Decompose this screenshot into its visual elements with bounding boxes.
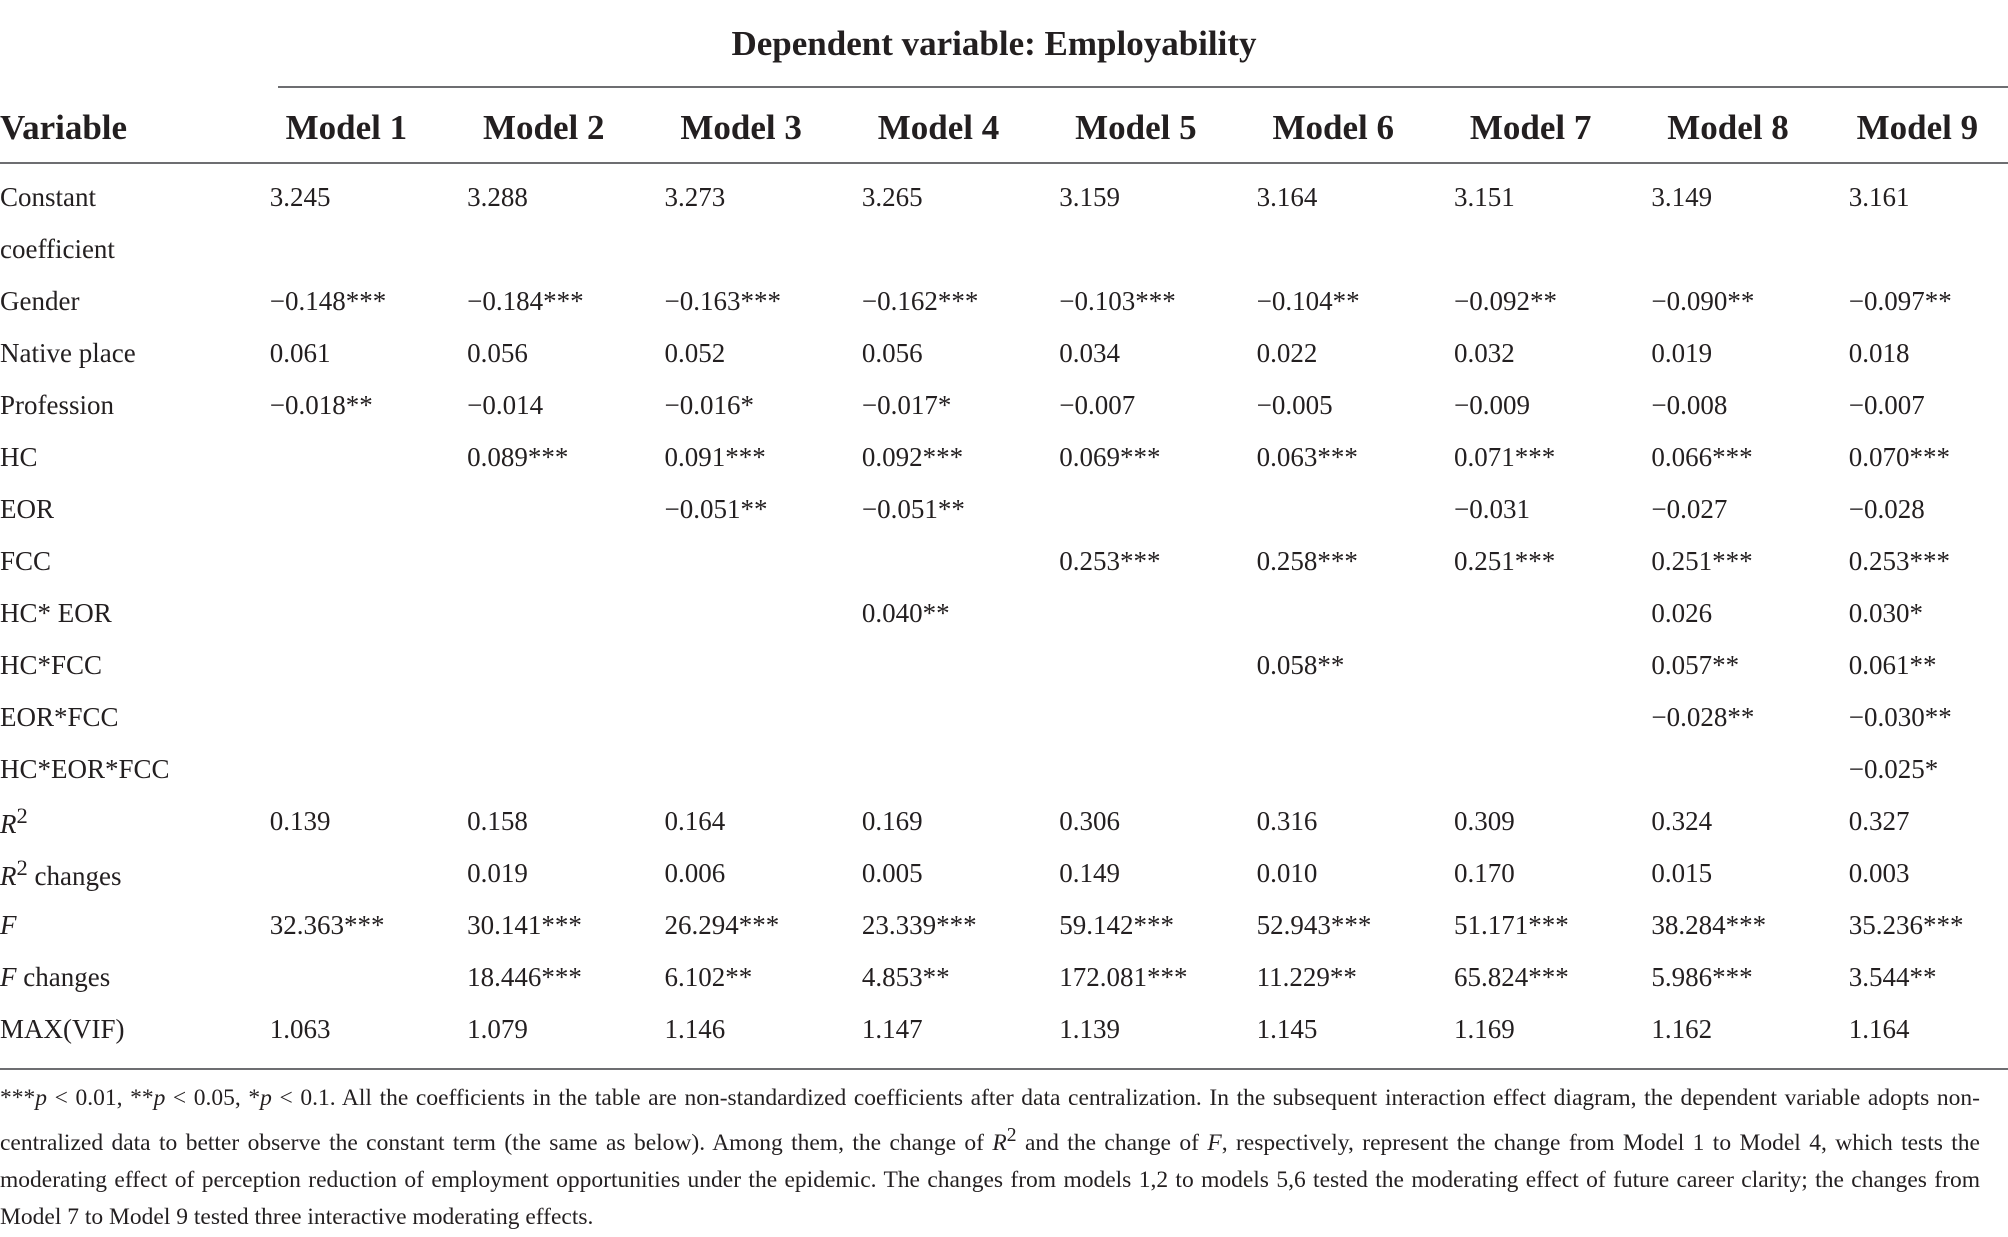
note-p-symbol: p — [153, 1085, 166, 1111]
cell-model-5: 0.306 — [1059, 805, 1120, 836]
table-row — [0, 431, 2008, 483]
cell-model-3: 6.102** — [664, 961, 753, 992]
column-header-model-6: Model 6 — [1272, 108, 1395, 147]
cell-model-8: −0.090** — [1651, 285, 1755, 316]
column-header-model-7: Model 7 — [1469, 108, 1592, 147]
cell-model-3: 0.052 — [664, 337, 726, 368]
cell-model-6: 3.164 — [1256, 181, 1318, 212]
regression-table — [0, 95, 2008, 1055]
cell-model-4: 3.265 — [861, 181, 923, 212]
cell-model-8: 1.162 — [1651, 1013, 1713, 1044]
note-r-symbol: R — [992, 1129, 1007, 1156]
cell-model-4: 1.147 — [861, 1013, 923, 1044]
cell-model-1 — [248, 535, 445, 587]
cell-model-9: 0.070*** — [1848, 441, 1950, 472]
cell-model-6: 0.010 — [1256, 857, 1318, 888]
note-f-symbol: F — [1207, 1129, 1222, 1156]
cell-model-2: 18.446*** — [467, 961, 582, 992]
cell-model-6 — [1235, 483, 1432, 535]
cell-model-7: −0.031 — [1453, 493, 1530, 524]
cell-model-6: 1.145 — [1256, 1013, 1318, 1044]
cell-model-7: 0.032 — [1453, 337, 1515, 368]
table-row — [0, 379, 2008, 431]
cell-model-5: 0.034 — [1059, 337, 1120, 368]
cell-model-5: 0.253*** — [1059, 545, 1161, 576]
cell-model-5 — [1037, 587, 1234, 639]
cell-model-3 — [642, 743, 839, 795]
cell-model-5 — [1037, 743, 1234, 795]
cell-model-2: 3.288 — [467, 181, 528, 212]
cell-model-5: −0.007 — [1059, 389, 1136, 420]
cell-model-8: 38.284*** — [1651, 909, 1767, 940]
cell-model-4 — [840, 743, 1037, 795]
cell-model-6: −0.005 — [1256, 389, 1333, 420]
cell-model-4 — [840, 691, 1037, 743]
table-row — [0, 223, 2008, 275]
table-row — [0, 1003, 2008, 1055]
table-row — [0, 899, 2008, 951]
cell-model-4 — [840, 223, 1037, 275]
row-label: HC — [0, 441, 38, 472]
cell-model-7: 3.151 — [1453, 181, 1515, 212]
cell-model-3: −0.163*** — [664, 285, 781, 316]
cell-model-9: 0.003 — [1848, 857, 1910, 888]
cell-model-9: −0.007 — [1848, 389, 1925, 420]
bottom-rule — [0, 1068, 2008, 1070]
row-label-rest: changes — [16, 961, 111, 992]
cell-model-1 — [248, 691, 445, 743]
cell-model-2 — [445, 223, 642, 275]
cell-model-1 — [248, 587, 445, 639]
row-label: Constant — [0, 181, 97, 212]
cell-model-6: 11.229** — [1256, 961, 1357, 992]
cell-model-9: 3.544** — [1848, 961, 1937, 992]
cell-model-3: −0.016* — [664, 389, 754, 420]
cell-model-3 — [642, 223, 839, 275]
cell-model-6: 0.063*** — [1256, 441, 1358, 472]
cell-model-7: −0.092** — [1453, 285, 1557, 316]
cell-model-5: 0.149 — [1059, 857, 1120, 888]
row-label — [0, 951, 248, 1003]
row-label-superscript: 2 — [16, 854, 28, 880]
cell-model-8: −0.028** — [1651, 701, 1755, 732]
row-label — [0, 847, 248, 899]
cell-model-2: 0.019 — [467, 857, 528, 888]
cell-model-7: 51.171*** — [1453, 909, 1569, 940]
cell-model-4: 0.169 — [861, 805, 923, 836]
cell-model-8: −0.027 — [1651, 493, 1728, 524]
cell-model-9: −0.028 — [1848, 493, 1925, 524]
cell-model-1: 32.363*** — [269, 909, 385, 940]
cell-model-9: −0.025* — [1848, 753, 1939, 784]
cell-model-6: 0.058** — [1256, 649, 1345, 680]
cell-model-6 — [1235, 223, 1432, 275]
row-label: MAX(VIF) — [0, 1013, 125, 1044]
cell-model-8: 0.019 — [1651, 337, 1713, 368]
cell-model-2: 0.158 — [467, 805, 528, 836]
cell-model-1 — [248, 743, 445, 795]
cell-model-3: 1.146 — [664, 1013, 726, 1044]
cell-model-8: 0.251*** — [1651, 545, 1753, 576]
cell-model-9: 0.327 — [1848, 805, 1910, 836]
row-label: Gender — [0, 285, 80, 316]
cell-model-2: −0.014 — [467, 389, 544, 420]
note-text: < 0.01, ** — [47, 1085, 154, 1111]
cell-model-3: 0.091*** — [664, 441, 766, 472]
table-row — [0, 161, 2008, 223]
cell-model-2 — [445, 587, 642, 639]
cell-model-2 — [445, 639, 642, 691]
cell-model-7 — [1432, 743, 1629, 795]
cell-model-1: 3.245 — [269, 181, 331, 212]
cell-model-3 — [642, 639, 839, 691]
cell-model-8: 0.066*** — [1651, 441, 1753, 472]
cell-model-5 — [1037, 691, 1234, 743]
column-header-model-8: Model 8 — [1667, 108, 1789, 147]
cell-model-6: 0.258*** — [1256, 545, 1358, 576]
cell-model-1: −0.148*** — [269, 285, 387, 316]
cell-model-9: 0.030* — [1848, 597, 1923, 628]
table-row — [0, 743, 2008, 795]
cell-model-5 — [1037, 223, 1234, 275]
row-label: FCC — [0, 545, 52, 576]
cell-model-4: 4.853** — [861, 961, 950, 992]
cell-model-4: −0.017* — [861, 389, 952, 420]
cell-model-2: −0.184*** — [467, 285, 584, 316]
cell-model-8: 0.015 — [1651, 857, 1713, 888]
row-label-symbol: R — [0, 808, 17, 839]
cell-model-1: 0.139 — [269, 805, 331, 836]
cell-model-5: 0.069*** — [1059, 441, 1161, 472]
cell-model-9: 0.061** — [1848, 649, 1937, 680]
row-label: Native place — [0, 337, 136, 368]
note-p-symbol: p — [260, 1085, 272, 1111]
header-row — [0, 95, 2008, 161]
note-text: < 0.05, * — [165, 1085, 261, 1111]
column-header-model-9: Model 9 — [1856, 108, 1979, 147]
dependent-variable-title: Dependent variable: Employability — [731, 24, 1257, 63]
row-label: Profession — [0, 389, 114, 420]
cell-model-1 — [248, 639, 445, 691]
cell-model-6: 0.316 — [1256, 805, 1318, 836]
column-header-model-3: Model 3 — [680, 108, 802, 147]
table-row — [0, 951, 2008, 1003]
cell-model-3: 26.294*** — [664, 909, 780, 940]
row-label: HC*EOR*FCC — [0, 753, 170, 784]
column-header-model-2: Model 2 — [483, 108, 605, 147]
table-row — [0, 535, 2008, 587]
row-label: HC* EOR — [0, 597, 112, 628]
table-row — [0, 691, 2008, 743]
table-row — [0, 587, 2008, 639]
cell-model-7 — [1432, 223, 1629, 275]
cell-model-8: −0.008 — [1651, 389, 1728, 420]
cell-model-9 — [1827, 223, 2008, 275]
cell-model-6: 0.022 — [1256, 337, 1318, 368]
cell-model-3: 3.273 — [664, 181, 726, 212]
cell-model-4: 0.040** — [861, 597, 950, 628]
cell-model-3 — [642, 587, 839, 639]
note-stars: *** — [0, 1085, 36, 1111]
row-label — [0, 795, 248, 847]
table-row — [0, 639, 2008, 691]
cell-model-5: 3.159 — [1059, 181, 1120, 212]
row-label — [0, 899, 248, 951]
cell-model-6: −0.104** — [1256, 285, 1360, 316]
cell-model-5 — [1037, 639, 1234, 691]
cell-model-8: 5.986*** — [1651, 961, 1753, 992]
note-p-symbol: p — [35, 1085, 47, 1111]
cell-model-4: −0.162*** — [861, 285, 979, 316]
table-row — [0, 847, 2008, 899]
cell-model-2: 1.079 — [467, 1013, 528, 1044]
column-header-model-5: Model 5 — [1075, 108, 1197, 147]
cell-model-2 — [445, 535, 642, 587]
title-rule — [278, 86, 2008, 88]
cell-model-3: 0.006 — [664, 857, 726, 888]
cell-model-2: 30.141*** — [467, 909, 582, 940]
cell-model-2: 0.056 — [467, 337, 528, 368]
cell-model-1 — [248, 483, 445, 535]
cell-model-8 — [1629, 223, 1826, 275]
cell-model-8: 0.057** — [1651, 649, 1740, 680]
cell-model-9: 3.161 — [1848, 181, 1910, 212]
note-text: < 0.1. All the coefficients in the table are non-standardized coefficients after data centralization. In the subsequent interaction effect diagram, the dependent variable adopts non-centralized data to better observe the constant term (the same as below). Among them, the change of — [0, 1085, 1980, 1156]
column-header-model-4: Model 4 — [877, 108, 1000, 147]
cell-model-6: 52.943*** — [1256, 909, 1372, 940]
cell-model-1: −0.018** — [269, 389, 373, 420]
row-label-rest: changes — [27, 860, 122, 891]
cell-model-1: 0.061 — [269, 337, 331, 368]
cell-model-7: 0.251*** — [1453, 545, 1556, 576]
table-row — [0, 795, 2008, 847]
cell-model-9: 35.236*** — [1848, 909, 1964, 940]
cell-model-9: 1.164 — [1848, 1013, 1910, 1044]
cell-model-5: 59.142*** — [1059, 909, 1174, 940]
cell-model-8: 3.149 — [1651, 181, 1713, 212]
cell-model-7: 0.071*** — [1453, 441, 1556, 472]
cell-model-6 — [1235, 691, 1432, 743]
row-label-superscript: 2 — [16, 802, 28, 828]
cell-model-6 — [1235, 587, 1432, 639]
cell-model-8: 0.324 — [1651, 805, 1713, 836]
cell-model-3: 0.164 — [664, 805, 726, 836]
row-label-symbol: F — [0, 961, 17, 992]
cell-model-8 — [1629, 743, 1826, 795]
cell-model-4 — [840, 535, 1037, 587]
row-label-symbol: F — [0, 909, 17, 940]
cell-model-2: 0.089*** — [467, 441, 569, 472]
cell-model-2 — [445, 483, 642, 535]
cell-model-4: 0.005 — [861, 857, 923, 888]
cell-model-5: 172.081*** — [1059, 961, 1188, 992]
table-footnote — [0, 1080, 1980, 1236]
cell-model-5 — [1037, 483, 1234, 535]
cell-model-4: 23.339*** — [861, 909, 977, 940]
cell-model-3 — [642, 535, 839, 587]
cell-model-1 — [248, 223, 445, 275]
cell-model-7: 1.169 — [1453, 1013, 1515, 1044]
cell-model-9: 0.253*** — [1848, 545, 1950, 576]
table-row — [0, 275, 2008, 327]
note-text: , respectively, represent the change from Model 1 to Model 4, which tests the moderating effect of perception reduction of employment opportunities under the epidemic. The changes from models 1,2 to models 5,6 tested the moderating effect of future career clarity; the changes from Model 7 to Model 9 tested three interactive moderating effects. — [0, 1129, 1980, 1230]
cell-model-7: −0.009 — [1453, 389, 1530, 420]
cell-model-7: 0.309 — [1453, 805, 1515, 836]
row-label: EOR — [0, 493, 54, 524]
cell-model-3 — [642, 691, 839, 743]
cell-model-5: 1.139 — [1059, 1013, 1120, 1044]
cell-model-4: 0.092*** — [861, 441, 964, 472]
row-label: HC*FCC — [0, 649, 103, 680]
table-row — [0, 327, 2008, 379]
cell-model-4: 0.056 — [861, 337, 923, 368]
cell-model-6 — [1235, 743, 1432, 795]
cell-model-9: −0.030** — [1848, 701, 1952, 732]
column-header-model-1: Model 1 — [285, 108, 408, 147]
cell-model-1 — [248, 431, 445, 483]
cell-model-4 — [840, 639, 1037, 691]
cell-model-7: 65.824*** — [1453, 961, 1569, 992]
cell-model-7: 0.170 — [1453, 857, 1515, 888]
cell-model-8: 0.026 — [1651, 597, 1713, 628]
cell-model-7 — [1432, 587, 1629, 639]
cell-model-9: 0.018 — [1848, 337, 1910, 368]
row-label: coefficient — [0, 233, 115, 264]
row-label-symbol: R — [0, 860, 17, 891]
table-row — [0, 483, 2008, 535]
cell-model-1 — [248, 951, 445, 1003]
table-body — [0, 161, 2008, 1055]
note-text: and the change of — [1016, 1129, 1208, 1156]
cell-model-7 — [1432, 691, 1629, 743]
cell-model-1: 1.063 — [269, 1013, 331, 1044]
cell-model-5: −0.103*** — [1059, 285, 1176, 316]
cell-model-3: −0.051** — [664, 493, 768, 524]
note-r-superscript: 2 — [1006, 1125, 1017, 1146]
cell-model-2 — [445, 691, 642, 743]
cell-model-2 — [445, 743, 642, 795]
cell-model-1 — [248, 847, 445, 899]
cell-model-9: −0.097** — [1848, 285, 1952, 316]
cell-model-7 — [1432, 639, 1629, 691]
cell-model-4: −0.051** — [861, 493, 965, 524]
row-label: EOR*FCC — [0, 701, 119, 732]
column-header-variable: Variable — [0, 108, 128, 147]
